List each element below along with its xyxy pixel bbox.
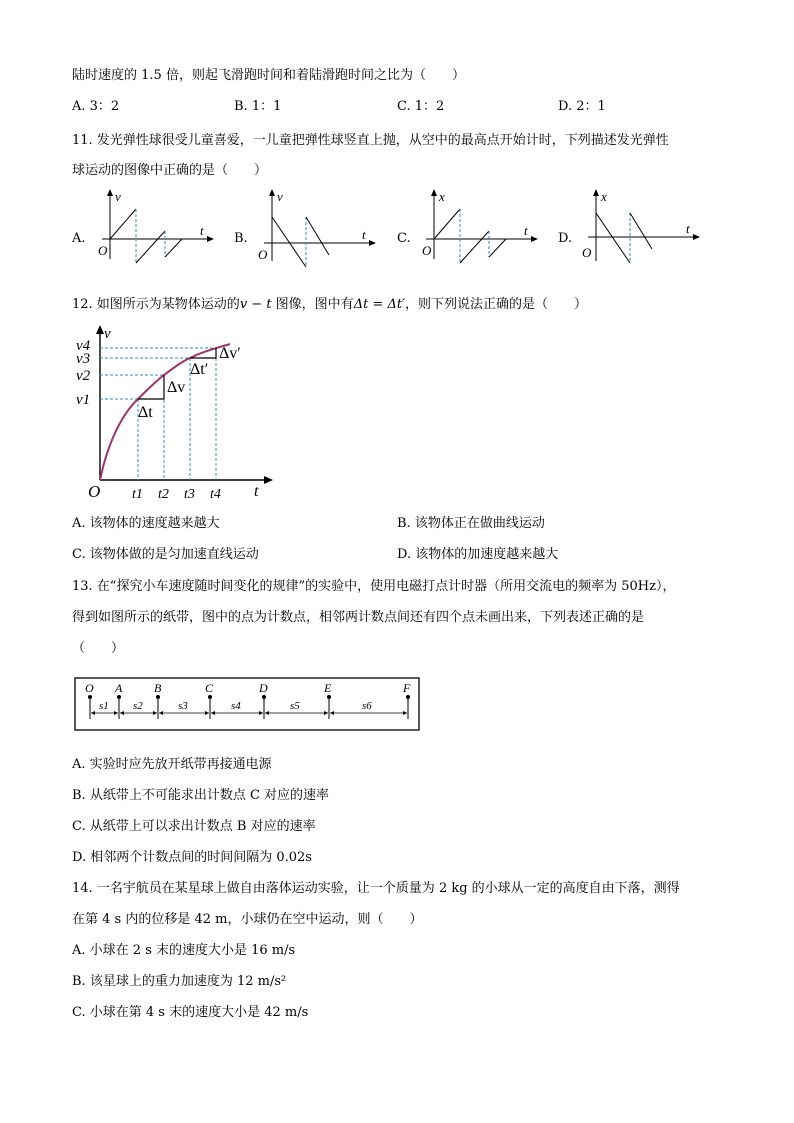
x-axis-arrow: [264, 476, 273, 484]
segment-s3-label: s3: [178, 700, 188, 712]
v3-label: v3: [76, 351, 91, 367]
t1-label: t1: [132, 487, 143, 502]
dot-a: [117, 695, 121, 699]
q11-stem-line1: 11. 发光弹性球很受儿童喜爱，一儿童把弹性球竖直上抛，从空中的最高点开始计时，下列描述发光弹性: [72, 133, 669, 148]
dot-c: [208, 695, 212, 699]
dot-e: [327, 695, 331, 699]
line-segment: [272, 217, 306, 267]
line-segment: [489, 239, 506, 257]
segment-s2-label: s2: [133, 700, 143, 712]
origin-label: O: [582, 245, 592, 260]
q13-option-d[interactable]: D. 相邻两个计数点间的时间间隔为 0.02s: [72, 850, 312, 865]
q14-stem-line1: 14. 一名宇航员在某星球上做自由落体运动实验，让一个质量为 2 kg 的小球从一定的高度自由下落，测得: [72, 881, 680, 896]
y-axis-label: v: [104, 326, 111, 342]
dv2-label: Δv′: [219, 345, 241, 362]
vt-curve: [100, 344, 230, 480]
x-axis-label: t: [200, 223, 204, 238]
segment-s6-label: s6: [362, 700, 372, 712]
q13-option-c[interactable]: C. 从纸带上可以求出计数点 B 对应的速率: [72, 819, 316, 834]
y-axis-label: x: [439, 189, 445, 204]
y-axis-arrow: [593, 189, 599, 196]
t2-label: t2: [158, 487, 169, 502]
q13-stem-line2: 得到如图所示的纸带，图中的点为计数点，相邻两计数点间还有四个点未画出来，下列表述正确的是: [72, 610, 645, 625]
q12-option-d[interactable]: D. 该物体的加速度越来越大: [397, 547, 559, 562]
q11-graph-b: [254, 187, 384, 267]
q12-stem-c: ，则下列说法正确的是（ ）: [405, 297, 588, 312]
q11-option-d-label[interactable]: D.: [558, 231, 573, 246]
q11-stem-line2: 球运动的图像中正确的是（ ）: [72, 163, 268, 178]
q11-option-c-label[interactable]: C.: [397, 231, 411, 246]
q12-option-b[interactable]: B. 该物体正在做曲线运动: [397, 516, 545, 531]
y-axis-label: v: [277, 189, 283, 204]
point-d-label: D: [259, 681, 268, 695]
y-axis-arrow: [107, 189, 113, 196]
dot-o: [88, 695, 92, 699]
q12-stem: [72, 296, 587, 314]
segment-s1-label: s1: [99, 700, 109, 712]
point-o-label: O: [85, 681, 94, 695]
x-axis-arrow: [693, 234, 700, 240]
x-axis-arrow: [369, 240, 376, 246]
x-axis-arrow: [207, 236, 214, 242]
q10-option-a[interactable]: A. 3：2: [72, 99, 120, 114]
t4-label: t4: [210, 487, 221, 502]
q13-option-a[interactable]: A. 实验时应先放开纸带再接通电源: [72, 757, 272, 772]
y-axis-label: v: [115, 189, 121, 204]
segment-s4-label: s4: [231, 700, 241, 712]
line-segment: [596, 213, 630, 263]
dot-f: [406, 695, 410, 699]
segment-s5-label: s5: [290, 700, 300, 712]
t3-label: t3: [184, 487, 195, 502]
x-axis-label: t: [362, 227, 366, 242]
point-a-label: A: [115, 681, 123, 695]
q11-graph-a: [92, 187, 222, 267]
q13-option-b[interactable]: B. 从纸带上不可能求出计数点 C 对应的速率: [72, 788, 330, 803]
q12-stem-eq: Δt = Δt′: [353, 297, 406, 312]
line-segment: [460, 231, 489, 263]
y-axis-label: x: [601, 189, 607, 204]
dt-label: Δt: [138, 404, 153, 421]
point-f-label: F: [403, 681, 411, 695]
origin-label: O: [98, 243, 108, 258]
q11-graph-d: [578, 187, 708, 267]
q12-stem-a: 12. 如图所示为某物体运动的: [72, 297, 240, 312]
point-b-label: B: [154, 681, 162, 695]
q12-stem-b: 图像，图中有: [271, 297, 354, 312]
q14-stem-line2: 在第 4 s 内的位移是 42 m，小球仍在空中运动，则（ ）: [72, 912, 423, 927]
y-axis-arrow: [269, 189, 275, 196]
x-axis-arrow: [531, 236, 538, 242]
y-axis-arrow: [431, 189, 437, 196]
v1-label: v1: [76, 392, 91, 408]
dot-d: [262, 695, 266, 699]
q10-option-c[interactable]: C. 1：2: [397, 99, 445, 114]
q12-option-a[interactable]: A. 该物体的速度越来越大: [72, 516, 220, 531]
line-segment: [110, 209, 136, 239]
x-axis-label: t: [254, 483, 259, 500]
v4-label: v4: [76, 338, 91, 354]
x-axis-label: t: [524, 223, 528, 238]
q14-option-c[interactable]: C. 小球在第 4 s 末的速度大小是 42 m/s: [72, 1005, 309, 1020]
point-c-label: C: [205, 681, 214, 695]
x-axis-label: t: [686, 221, 690, 236]
origin-label: O: [258, 247, 268, 262]
y-axis-arrow: [96, 325, 104, 334]
origin-label: O: [88, 482, 101, 501]
q10-option-b[interactable]: B. 1：1: [234, 99, 282, 114]
origin-label: O: [422, 243, 432, 258]
q12-vt-graph: [70, 322, 280, 504]
dv-label: Δv: [167, 379, 186, 396]
q12-stem-vt: v − t: [239, 297, 272, 312]
line-segment: [136, 231, 165, 263]
q14-option-b[interactable]: B. 该星球上的重力加速度为 12 m/s²: [72, 974, 287, 989]
line-segment: [306, 217, 329, 255]
q13-stem-line3: （ ）: [72, 641, 125, 656]
q12-option-c[interactable]: C. 该物体做的是匀加速直线运动: [72, 547, 259, 562]
q13-stem-line1: 13. 在“探究小车速度随时间变化的规律”的实验中，使用电磁打点计时器（所用交流电的频率为 50Hz），: [72, 579, 676, 594]
q10-stem: 陆时速度的 1.5 倍，则起飞滑跑时间和着陆滑跑时间之比为（ ）: [72, 68, 465, 83]
q11-graph-c: [416, 187, 546, 267]
dot-b: [156, 695, 160, 699]
q10-option-d[interactable]: D. 2：1: [558, 99, 606, 114]
line-segment: [434, 209, 460, 239]
line-segment: [630, 213, 652, 249]
q11-option-a-label[interactable]: A.: [72, 231, 86, 246]
point-e-label: E: [324, 681, 332, 695]
v2-label: v2: [76, 368, 91, 384]
line-segment: [165, 239, 182, 257]
dt2-label: Δt′: [190, 361, 209, 378]
q11-option-b-label[interactable]: B.: [234, 231, 248, 246]
q14-option-a[interactable]: A. 小球在 2 s 末的速度大小是 16 m/s: [72, 943, 296, 958]
q13-paper-tape: [74, 677, 422, 733]
